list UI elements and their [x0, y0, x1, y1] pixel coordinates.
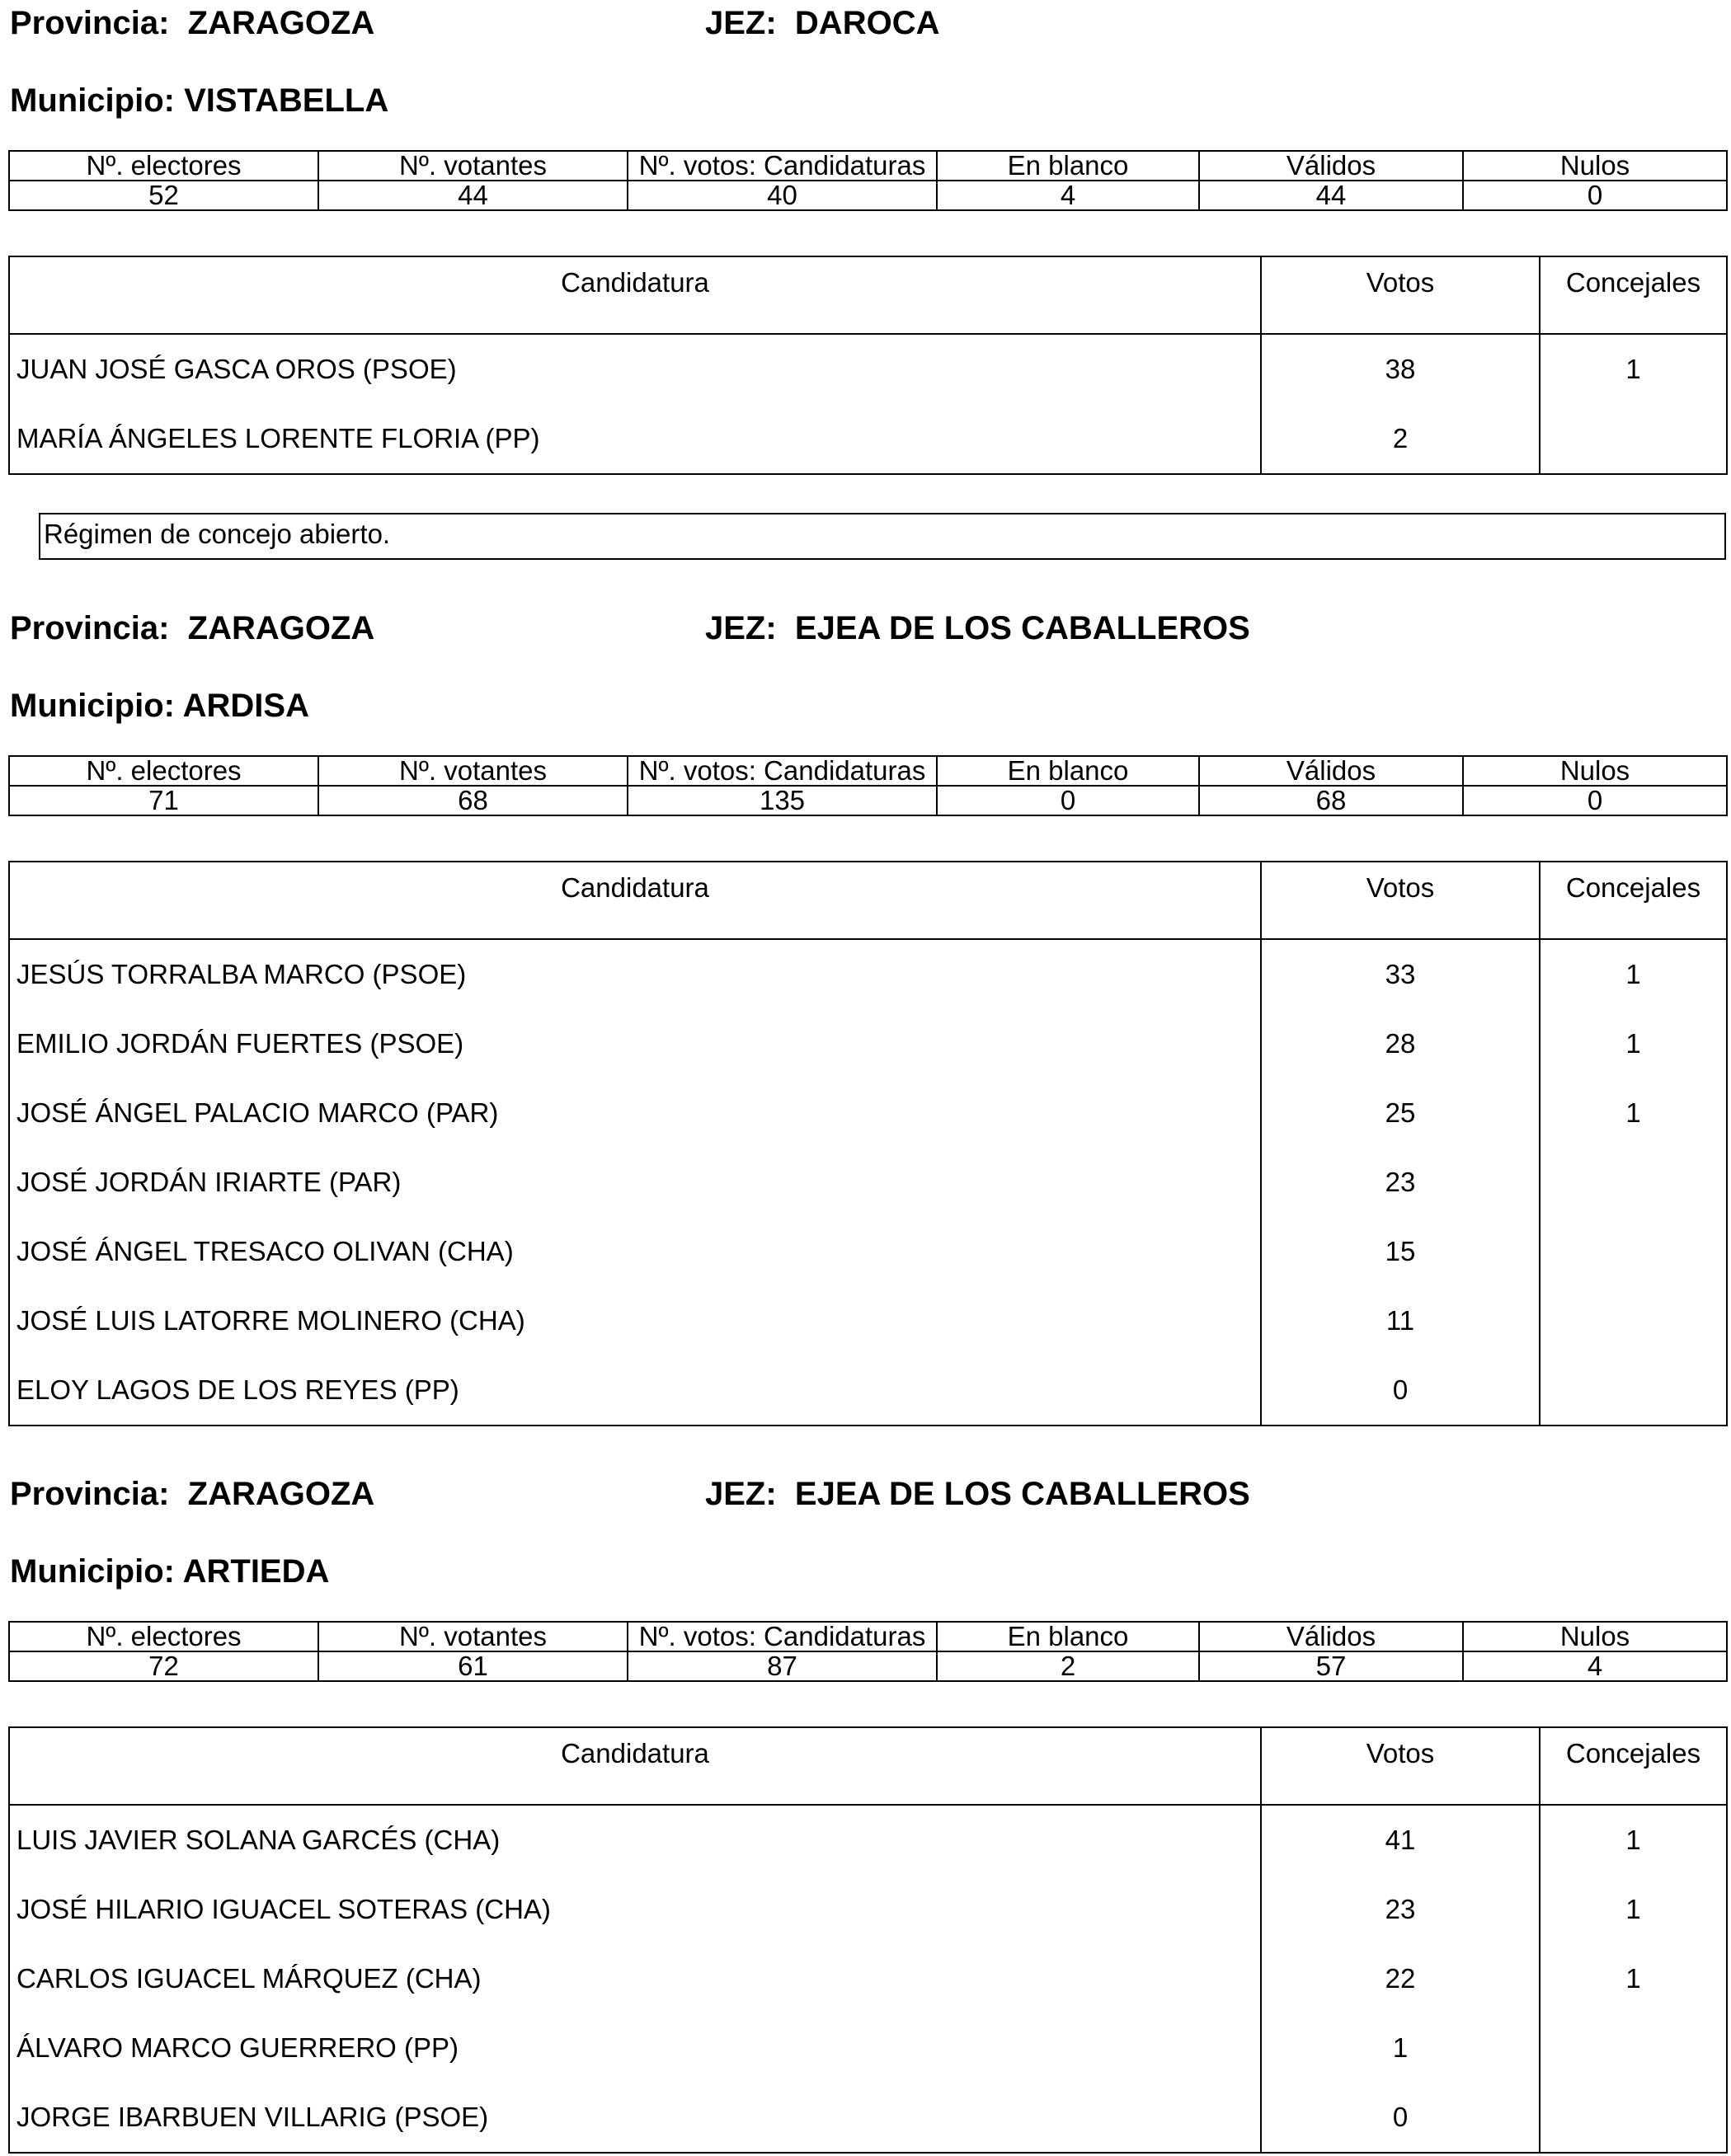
candidate-votes: 41: [1261, 1805, 1540, 1875]
stat-value-electores: 52: [9, 181, 318, 210]
candidate-name: JUAN JOSÉ GASCA OROS (PSOE): [9, 334, 1261, 404]
provincia-label: Provincia:: [10, 610, 170, 646]
candidate-name: JOSÉ ÁNGEL TRESACO OLIVAN (CHA): [9, 1217, 1261, 1286]
candidate-votes: 0: [1261, 1355, 1540, 1426]
candidates-header-row: [9, 1727, 1727, 1805]
candidate-votes: 1: [1261, 2013, 1540, 2083]
candidate-name: JOSÉ ÁNGEL PALACIO MARCO (PAR): [9, 1078, 1261, 1148]
candidate-seats: [1540, 2083, 1727, 2153]
candidates-table: [8, 1726, 1728, 2154]
table-row: [9, 1805, 1727, 1875]
municipio-label: Municipio:: [10, 688, 175, 724]
candidates-table: [8, 256, 1728, 475]
jez-label: JEZ:: [705, 5, 777, 41]
candidate-votes: 23: [1261, 1148, 1540, 1217]
candidate-name: MARÍA ÁNGELES LORENTE FLORIA (PP): [9, 404, 1261, 474]
stat-header-votantes: Nº. votantes: [318, 1622, 628, 1651]
candidates-header-row: [9, 862, 1727, 939]
table-row: [9, 1286, 1727, 1355]
candidate-name: EMILIO JORDÁN FUERTES (PSOE): [9, 1009, 1261, 1078]
municipio-heading: [10, 1555, 329, 1588]
provincia-heading: [10, 1477, 374, 1510]
table-row: [9, 1148, 1727, 1217]
candidate-seats: 1: [1625, 959, 1641, 989]
stat-header-candidaturas: Nº. votos: Candidaturas: [628, 756, 937, 786]
stats-header-row: [9, 1622, 1727, 1651]
stat-header-votantes: Nº. votantes: [318, 151, 628, 181]
table-row: [9, 2083, 1727, 2153]
candidate-votes: 25: [1261, 1078, 1540, 1148]
table-row: [9, 1875, 1727, 1944]
stats-table: [8, 150, 1728, 211]
candidate-name: JOSÉ LUIS LATORRE MOLINERO (CHA): [9, 1286, 1261, 1355]
candidate-name: CARLOS IGUACEL MÁRQUEZ (CHA): [9, 1944, 1261, 2013]
candidate-votes: 33: [1261, 939, 1540, 1009]
candidate-seats: 1: [1625, 1894, 1641, 1924]
candidate-votes: 23: [1261, 1875, 1540, 1944]
stat-value-candidaturas: 135: [628, 786, 937, 815]
stat-value-votantes: 61: [318, 1651, 628, 1681]
stats-table: [8, 1621, 1728, 1682]
stat-header-en-blanco: En blanco: [937, 756, 1199, 786]
provincia-heading: [10, 612, 374, 645]
candidates-table: [8, 861, 1728, 1426]
candidate-votes: 11: [1261, 1286, 1540, 1355]
stat-value-nulos: 0: [1463, 181, 1727, 210]
municipio-value: ARTIEDA: [182, 1553, 330, 1590]
candidate-votes: 22: [1261, 1944, 1540, 2013]
stat-header-votantes: Nº. votantes: [318, 756, 628, 786]
candidate-name: JOSÉ JORDÁN IRIARTE (PAR): [9, 1148, 1261, 1217]
candidate-name: ÁLVARO MARCO GUERRERO (PP): [9, 2013, 1261, 2083]
provincia-value: ZARAGOZA: [187, 610, 375, 646]
stats-header-row: [9, 151, 1727, 181]
stat-header-en-blanco: En blanco: [937, 1622, 1199, 1651]
jez-heading: [705, 612, 1250, 645]
table-row: [9, 939, 1727, 1009]
stat-value-candidaturas: 87: [628, 1651, 937, 1681]
candidate-seats: [1540, 1217, 1727, 1286]
municipio-value: ARDISA: [182, 688, 309, 724]
stats-table: [8, 755, 1728, 816]
candidate-seats: 1: [1625, 354, 1641, 384]
stat-header-validos: Válidos: [1199, 151, 1463, 181]
candidate-votes: 38: [1261, 334, 1540, 404]
stat-header-en-blanco: En blanco: [937, 151, 1199, 181]
stat-value-en-blanco: 2: [937, 1651, 1199, 1681]
municipio-label: Municipio:: [10, 1553, 175, 1590]
stats-value-row: [9, 1651, 1727, 1681]
stats-value-row: [9, 786, 1727, 815]
table-row: [9, 2013, 1727, 2083]
jez-label: JEZ:: [705, 1476, 777, 1512]
stat-header-validos: Válidos: [1199, 756, 1463, 786]
municipio-value: VISTABELLA: [184, 82, 389, 119]
stat-header-validos: Válidos: [1199, 1622, 1463, 1651]
stats-value-row: [9, 181, 1727, 210]
candidate-name: JORGE IBARBUEN VILLARIG (PSOE): [9, 2083, 1261, 2153]
candidates-header-row: [9, 256, 1727, 334]
provincia-label: Provincia:: [10, 1476, 170, 1512]
candidate-seats: 1: [1625, 1097, 1641, 1128]
table-row: [9, 1217, 1727, 1286]
candidate-seats: [1540, 1355, 1727, 1426]
stat-value-candidaturas: 40: [628, 181, 937, 210]
provincia-value: ZARAGOZA: [187, 1476, 375, 1512]
jez-value: EJEA DE LOS CABALLEROS: [794, 610, 1250, 646]
candidates-header-votes: Votos: [1261, 862, 1540, 939]
stat-value-votantes: 68: [318, 786, 628, 815]
candidate-seats: [1540, 1286, 1727, 1355]
stat-header-candidaturas: Nº. votos: Candidaturas: [628, 1622, 937, 1651]
table-row: [9, 1355, 1727, 1426]
stat-header-nulos: Nulos: [1463, 151, 1727, 181]
table-row: [9, 334, 1727, 404]
stat-header-candidaturas: Nº. votos: Candidaturas: [628, 151, 937, 181]
candidate-votes: 28: [1261, 1009, 1540, 1078]
candidates-header-name: Candidatura: [9, 1727, 1261, 1805]
candidate-seats: [1540, 404, 1727, 474]
provincia-heading: [10, 7, 374, 40]
stat-value-nulos: 0: [1463, 786, 1727, 815]
stat-value-validos: 44: [1199, 181, 1463, 210]
table-row: [9, 404, 1727, 474]
note-text: Régimen de concejo abierto.: [44, 519, 391, 549]
candidate-name: JESÚS TORRALBA MARCO (PSOE): [9, 939, 1261, 1009]
provincia-label: Provincia:: [10, 5, 170, 41]
municipio-heading: [10, 84, 388, 117]
candidate-votes: 15: [1261, 1217, 1540, 1286]
candidate-votes: 0: [1261, 2083, 1540, 2153]
municipio-heading: [10, 689, 309, 722]
stats-header-row: [9, 756, 1727, 786]
candidates-header-votes: Votos: [1261, 1727, 1540, 1805]
stat-value-nulos: 4: [1463, 1651, 1727, 1681]
stat-header-electores: Nº. electores: [9, 1622, 318, 1651]
table-row: [9, 1944, 1727, 2013]
jez-heading: [705, 7, 939, 40]
stat-value-validos: 68: [1199, 786, 1463, 815]
candidate-votes: 2: [1261, 404, 1540, 474]
candidates-header-name: Candidatura: [9, 862, 1261, 939]
jez-label: JEZ:: [705, 610, 777, 646]
candidate-seats: [1540, 2013, 1727, 2083]
stat-header-nulos: Nulos: [1463, 1622, 1727, 1651]
stat-header-electores: Nº. electores: [9, 756, 318, 786]
candidate-name: ELOY LAGOS DE LOS REYES (PP): [9, 1355, 1261, 1426]
table-row: [9, 1009, 1727, 1078]
note-box: [39, 513, 1726, 560]
candidate-seats: 1: [1625, 1028, 1641, 1059]
candidates-header-seats: Concejales: [1540, 862, 1727, 939]
candidate-seats: [1540, 1148, 1727, 1217]
stat-value-en-blanco: 0: [937, 786, 1199, 815]
provincia-value: ZARAGOZA: [187, 5, 375, 41]
municipio-label: Municipio:: [10, 82, 175, 119]
stat-value-electores: 71: [9, 786, 318, 815]
candidate-name: LUIS JAVIER SOLANA GARCÉS (CHA): [9, 1805, 1261, 1875]
jez-value: EJEA DE LOS CABALLEROS: [794, 1476, 1250, 1512]
jez-heading: [705, 1477, 1250, 1510]
stat-value-en-blanco: 4: [937, 181, 1199, 210]
candidate-seats: 1: [1625, 1825, 1641, 1855]
candidates-header-name: Candidatura: [9, 256, 1261, 334]
candidate-name: JOSÉ HILARIO IGUACEL SOTERAS (CHA): [9, 1875, 1261, 1944]
stat-value-electores: 72: [9, 1651, 318, 1681]
stat-value-votantes: 44: [318, 181, 628, 210]
candidate-seats: 1: [1625, 1963, 1641, 1994]
candidates-header-votes: Votos: [1261, 256, 1540, 334]
candidates-header-seats: Concejales: [1540, 256, 1727, 334]
table-row: [9, 1078, 1727, 1148]
stat-header-electores: Nº. electores: [9, 151, 318, 181]
candidates-header-seats: Concejales: [1540, 1727, 1727, 1805]
jez-value: DAROCA: [794, 5, 940, 41]
stat-header-nulos: Nulos: [1463, 756, 1727, 786]
stat-value-validos: 57: [1199, 1651, 1463, 1681]
